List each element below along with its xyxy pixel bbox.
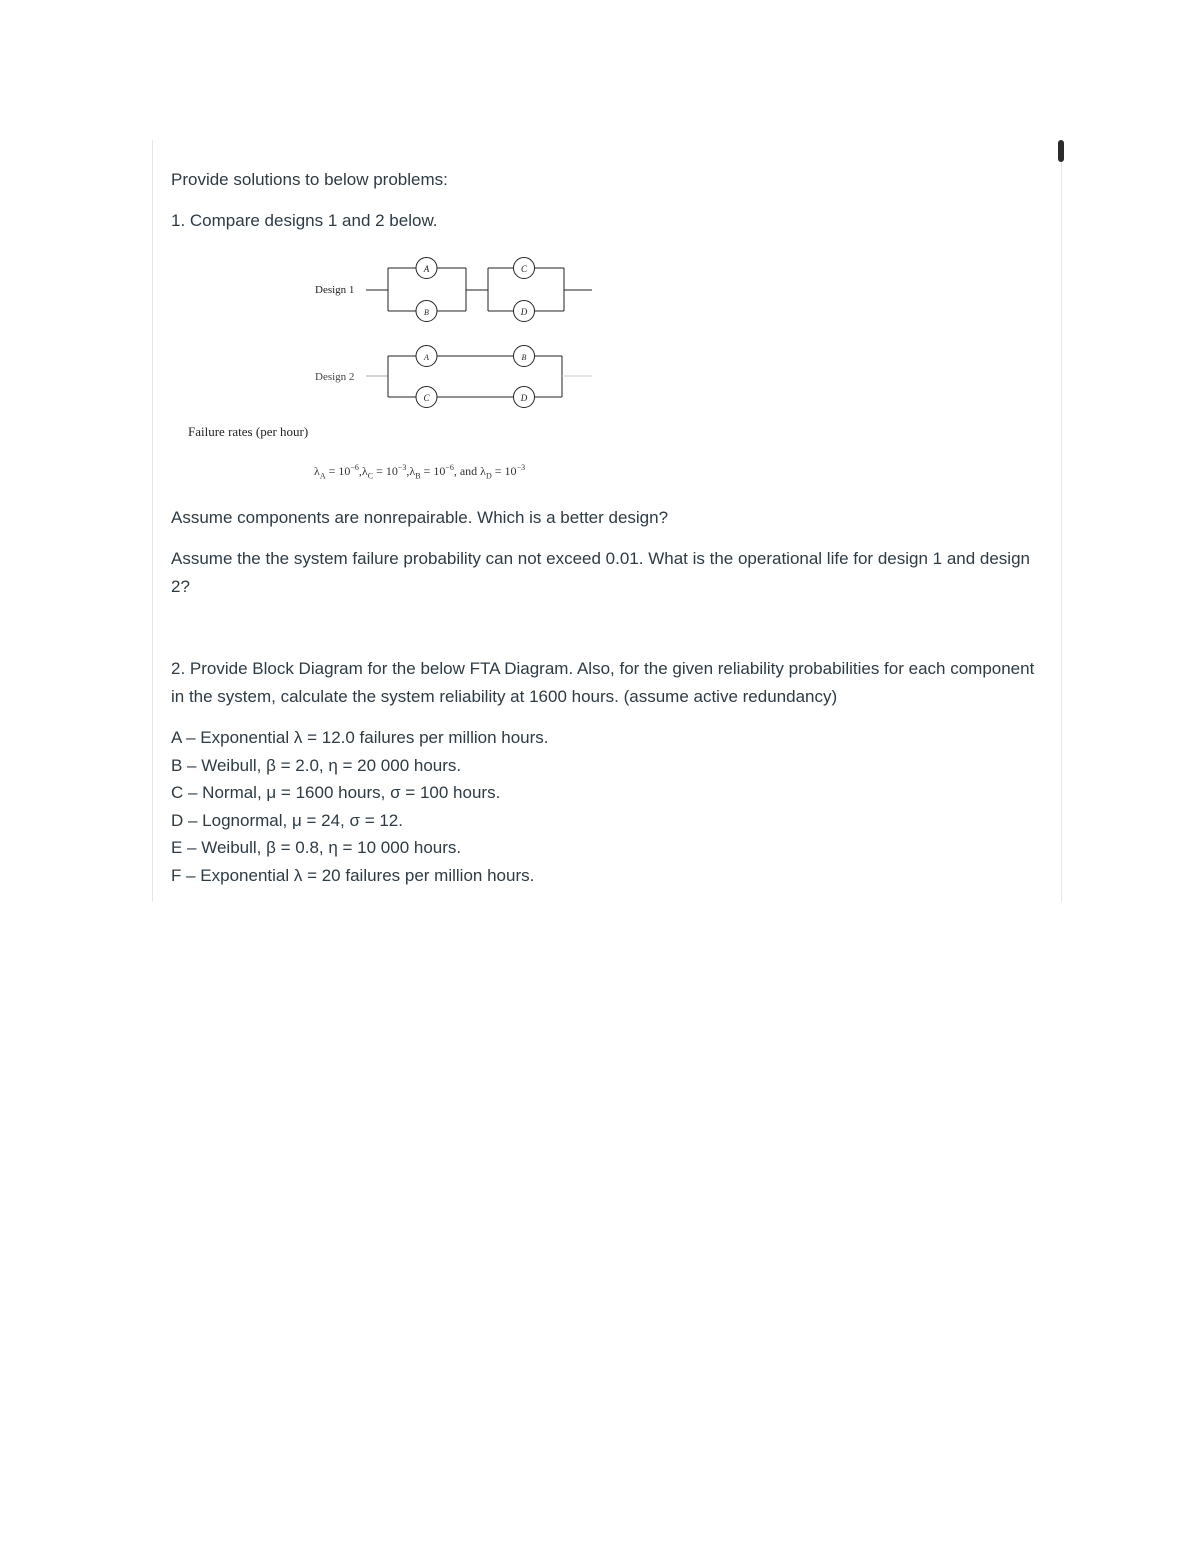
rate-a-value: = 10 [325,464,351,478]
rate-d-exponent: −3 [516,463,526,472]
rate-b-exponent: −6 [445,463,454,472]
failure-rates-formula [314,463,525,480]
rate-c-subscript: C [367,471,374,481]
failure-rates-label: Failure rates (per hour) [188,424,309,439]
rate-d-subscript: D [486,471,492,481]
rate-c-symbol: ,λ [358,464,368,478]
component-list-item: C – Normal, μ = 1600 hours, σ = 100 hours. [171,783,501,802]
rate-a-symbol: λ [314,464,320,478]
intro-text: Provide solutions to below problems: [171,170,448,189]
assumption-2: Assume the the system failure probability can not exceed 0.01. What is the operational life for design 1 and design 2? [171,549,1030,596]
rate-d-value: = 10 [491,464,517,478]
question-1-title: 1. Compare designs 1 and 2 below. [171,211,438,230]
design-2-label: Design 2 [315,371,355,383]
component-list-item: B – Weibull, β = 2.0, η = 20 000 hours. [171,756,462,775]
design1-block-a-label: A [423,264,430,274]
component-list-item: D – Lognormal, μ = 24, σ = 12. [171,811,403,830]
design-1-label: Design 1 [315,284,355,296]
rate-d-symbol: λ [480,464,486,478]
component-list-item: F – Exponential λ = 20 failures per million hours. [171,866,535,885]
component-list-item: E – Weibull, β = 0.8, η = 10 000 hours. [171,838,462,857]
design1-block-b-label: B [424,308,429,317]
scrollbar-thumb[interactable] [1058,140,1064,162]
rate-b-value: = 10 [420,464,446,478]
rate-c-value: = 10 [373,464,398,478]
design2-block-a-label: A [424,353,429,362]
rate-c-exponent: −3 [397,463,407,472]
design2-block-b-label: B [521,353,527,362]
design2-block-d-label: D [520,393,528,403]
assumption-1: Assume components are nonrepairable. Which is a better design? [171,508,669,527]
rate-b-symbol: ,λ [406,464,416,478]
reliability-block-diagrams [160,240,610,440]
design1-block-c-label: C [520,264,528,274]
rate-a-subscript: A [319,471,326,481]
design2-block-c-label: C [423,393,430,403]
component-list-item: A – Exponential λ = 12.0 failures per million hours. [171,728,549,747]
design1-block-d-label: D [520,307,528,317]
rate-and: , and [453,464,481,478]
rate-b-subscript: B [415,471,421,481]
rate-a-exponent: −6 [350,463,359,472]
question-2-text: 2. Provide Block Diagram for the below FTA Diagram. Also, for the given reliability probabilities for each component in the system, calculate the system reliability at 1600 hours. (assume active redundancy) [171,659,1035,706]
